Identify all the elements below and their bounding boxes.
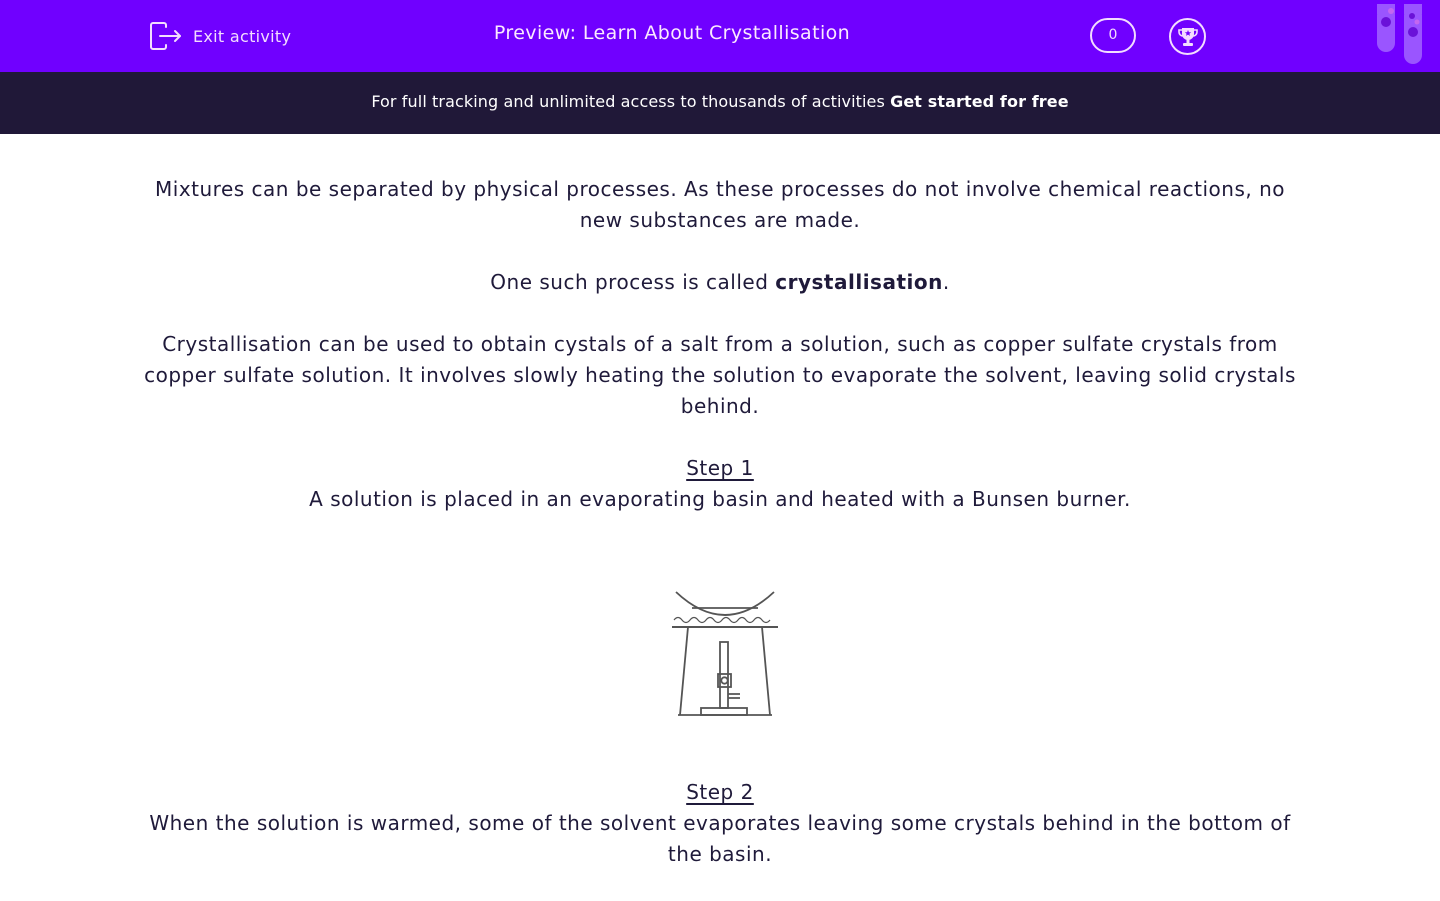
step-1-heading: Step 1: [686, 456, 754, 480]
intro-paragraph: Mixtures can be separated by physical processes. As these processes do not involve chemical reactions, no new substances are made.: [155, 177, 1285, 232]
step-1-text: A solution is placed in an evaporating basin and heated with a Bunsen burner.: [309, 487, 1131, 511]
exit-activity-label: Exit activity: [193, 26, 292, 46]
step-2-text: When the solution is warmed, some of the solvent evaporates leaving some crystals behind in the bottom of the basin.: [149, 811, 1291, 866]
signup-banner: [0, 72, 1440, 134]
process-text: One such process is called: [490, 270, 776, 294]
score-counter: 0: [1090, 18, 1136, 53]
test-tubes-logo-icon: [1374, 4, 1426, 64]
top-bar: [0, 0, 1440, 72]
crystallisation-paragraph: Crystallisation can be used to obtain cystals of a salt from a solution, such as copper sulfate crystals from copper sulfate solution. It involves slowly heating the solution to evaporate the solvent, leaving solid crystals behind.: [144, 332, 1296, 418]
process-period: .: [942, 270, 950, 294]
banner-text: For full tracking and unlimited access to thousands of activities: [371, 92, 891, 111]
page-title: Preview: Learn About Crystallisation: [493, 22, 851, 44]
bunsen-burner-illustration: [666, 588, 784, 720]
crystallisation-term: crystallisation: [775, 270, 943, 294]
trophy-icon: [1177, 26, 1199, 48]
lesson-content: [140, 174, 1300, 901]
process-paragraph: [140, 267, 1300, 298]
get-started-link[interactable]: Get started for free: [890, 92, 1069, 111]
trophy-button[interactable]: [1169, 18, 1206, 55]
step-2-heading: Step 2: [686, 780, 754, 804]
